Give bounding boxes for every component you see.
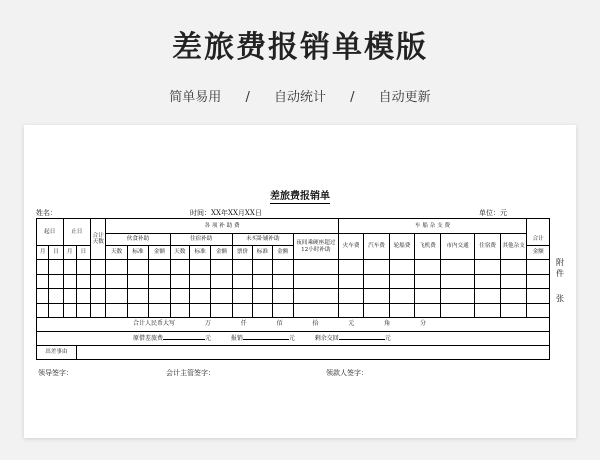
form-title: 差旅费报销单 <box>270 191 330 202</box>
plane-header: 飞机费 <box>415 234 440 260</box>
accountant-signature: 会计主管签字： <box>166 369 215 377</box>
amount-header: 金额 <box>149 246 170 260</box>
transport-header: 车 船 杂 支 费 <box>338 219 527 234</box>
days-header: 天数 <box>106 246 127 260</box>
reason-label: 出差事由 <box>37 346 77 360</box>
unsleeper-header: 未买卧铺补助 <box>232 234 293 246</box>
days-header: 天数 <box>170 246 189 260</box>
page-title: 差旅费报销单模版 <box>172 30 428 65</box>
advance-row: 原借差旅费 元 报销 元 剩余交回 元 <box>37 332 550 346</box>
amount-header: 金额 <box>211 246 232 260</box>
standard-header: 标准 <box>189 246 210 260</box>
city-header: 市内交通 <box>440 234 475 260</box>
total-amount-header: 金额 <box>527 246 550 260</box>
payee-signature: 领款人签字： <box>326 369 368 377</box>
feature-separator: / <box>245 90 250 105</box>
month-header: 月 <box>63 246 76 260</box>
start-date-header: 起日 <box>37 219 64 246</box>
expense-table <box>36 218 550 360</box>
advance-label: 原借差旅费 <box>133 335 164 343</box>
ticket-header: 票价 <box>232 246 252 260</box>
misc-header: 其他杂支 <box>500 234 527 260</box>
attachment-unit: 张 <box>556 294 564 303</box>
sum-unit: 万 <box>204 320 211 328</box>
feature-separator: / <box>350 90 355 105</box>
food-header: 伙食补助 <box>106 234 170 246</box>
feature-list <box>0 86 600 105</box>
table-row <box>37 303 550 318</box>
end-date-header: 止日 <box>63 219 91 246</box>
time-label: 时间：XX年XX月XX日 <box>190 209 262 217</box>
table-row <box>37 274 550 289</box>
sum-label: 合计人民币大写 <box>133 320 176 328</box>
train-header: 火车费 <box>338 234 363 260</box>
unit-label: 单位：元 <box>479 209 507 217</box>
day-header: 日 <box>76 246 90 260</box>
reason-row <box>37 346 550 360</box>
ship-header: 轮船费 <box>389 234 414 260</box>
bus-header: 汽车费 <box>364 234 389 260</box>
days-total-header: 合计天数 <box>91 219 106 260</box>
table-row <box>37 260 550 275</box>
total-header-blank <box>527 219 550 234</box>
sum-unit: 拾 <box>312 320 319 328</box>
day-header: 日 <box>49 246 63 260</box>
sum-unit: 角 <box>384 320 391 328</box>
lodging-header: 住宿补助 <box>170 234 232 246</box>
refund-label: 剩余交回 <box>314 335 339 343</box>
reimburse-label: 报销 <box>230 335 243 343</box>
name-label: 姓名： <box>36 209 57 217</box>
table-row <box>37 289 550 304</box>
feature-item: 简单易用 <box>169 90 222 105</box>
feature-item: 自动统计 <box>273 90 326 105</box>
night-header: 夜间乘硬座超过12小时补助 <box>293 234 338 260</box>
sum-unit: 分 <box>420 320 427 328</box>
sum-unit: 佰 <box>276 320 283 328</box>
feature-item: 自动更新 <box>378 90 431 105</box>
month-header: 月 <box>37 246 49 260</box>
standard-header: 标准 <box>253 246 272 260</box>
allowances-header: 各 项 补 助 费 <box>106 219 338 234</box>
sum-unit: 仟 <box>240 320 247 328</box>
total-header: 合计 <box>527 234 550 246</box>
form-paper <box>24 125 576 438</box>
attachment-label: 附件 <box>556 258 564 278</box>
amount-header: 金额 <box>272 246 293 260</box>
hotel-header: 住宿费 <box>475 234 500 260</box>
standard-header: 标准 <box>127 246 148 260</box>
sum-row <box>37 318 550 332</box>
sum-unit: 元 <box>348 320 355 328</box>
leader-signature: 领导签字： <box>38 369 73 377</box>
